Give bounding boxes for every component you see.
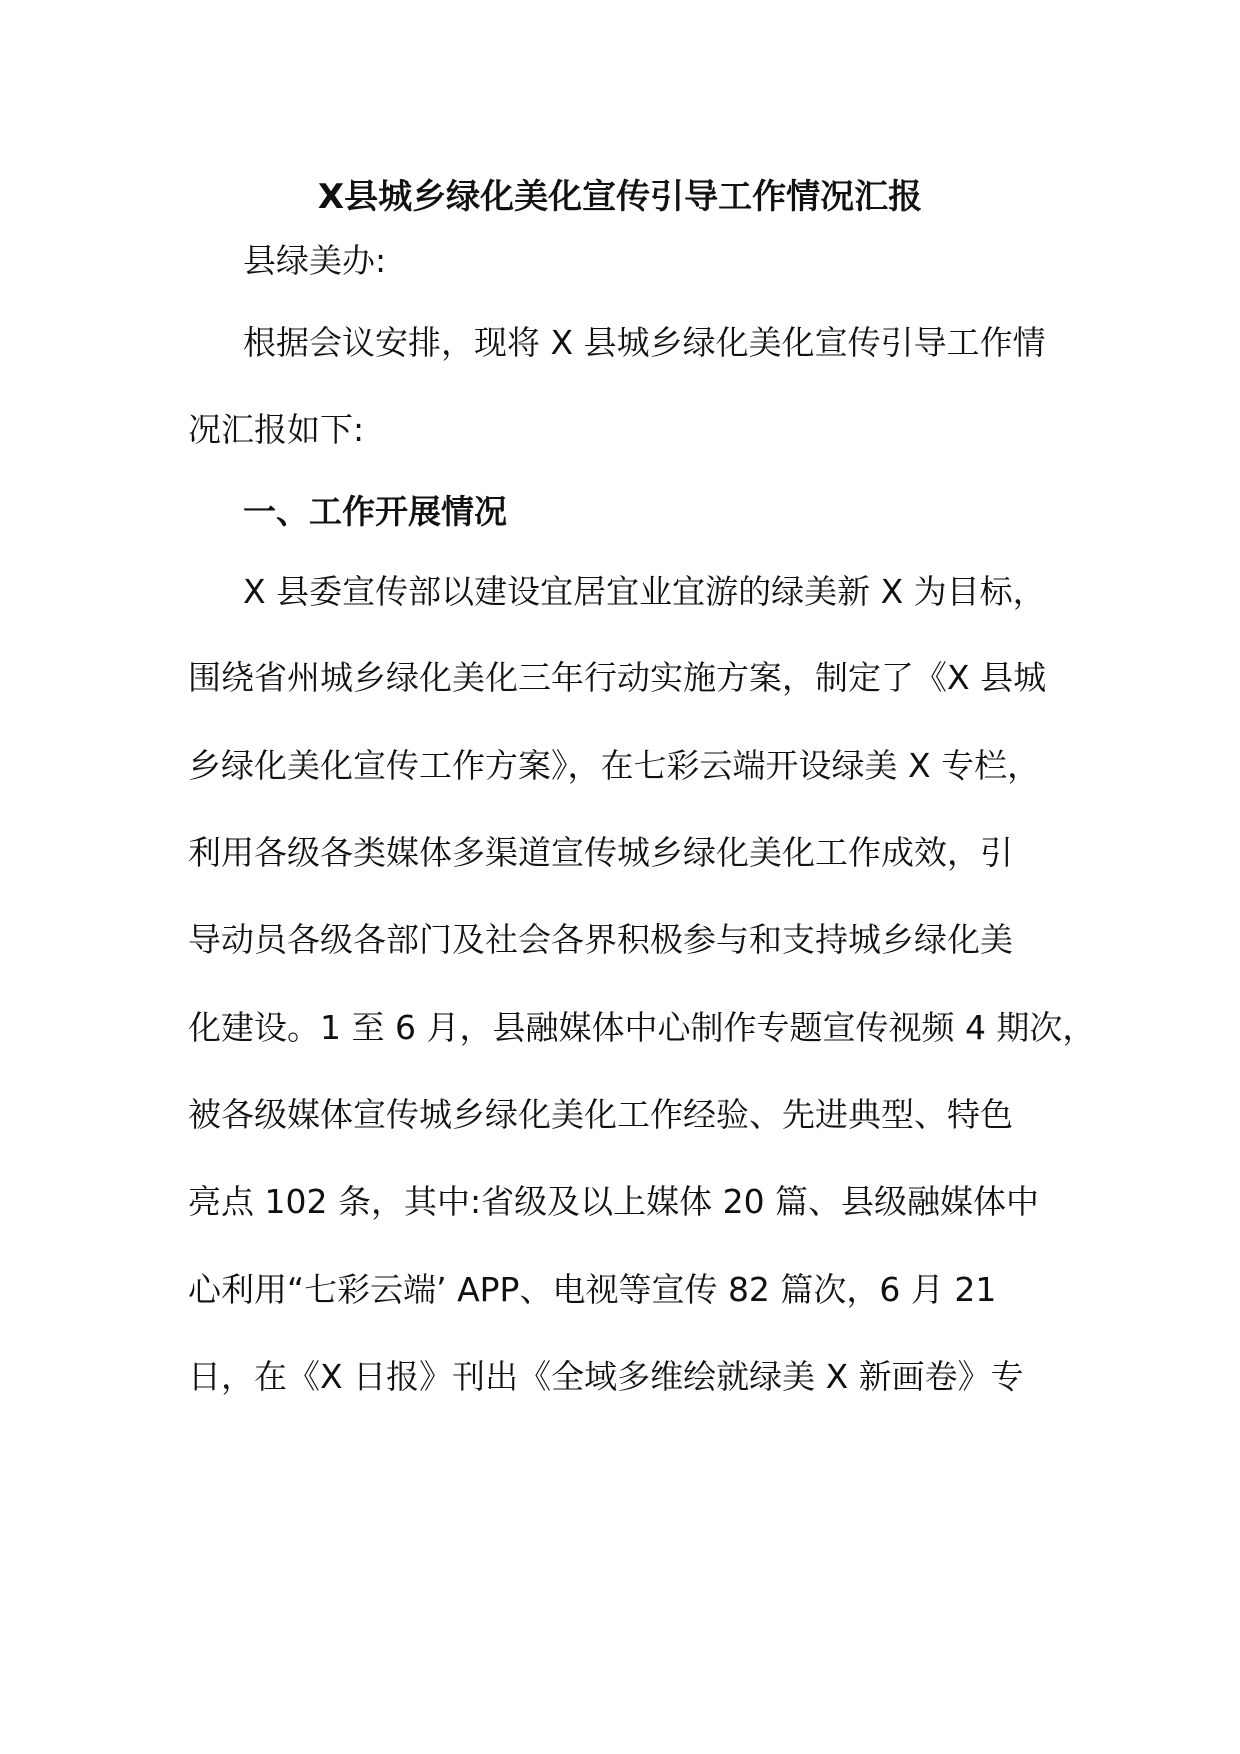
salutation: 县绿美办: (243, 241, 387, 280)
intro-line: 况汇报如下: (188, 410, 365, 449)
document-title: X县城乡绿化美化宣传引导工作情况汇报 (317, 177, 923, 217)
body-line: 导动员各级各部门及社会各界积极参与和支持城乡绿化美 (188, 920, 1013, 959)
body-line: X 县委宣传部以建设宜居宜业宜游的绿美新 X 为目标， (243, 572, 1046, 611)
body-line: 日，在《X 日报》刊出《全域多维绘就绿美 X 新画卷》专 (188, 1357, 1024, 1396)
body-line: 亮点 102 条，其中:省级及以上媒体 20 篇、县级融媒体中 (188, 1182, 1040, 1221)
section-heading: 一、工作开展情况 (243, 492, 507, 531)
body-line: 心利用“七彩云端’ APP、电视等宣传 82 篇次，6 月 21 (188, 1270, 997, 1309)
body-line: 被各级媒体宣传城乡绿化美化工作经验、先进典型、特色 (188, 1095, 1013, 1134)
body-line: 乡绿化美化宣传工作方案》，在七彩云端开设绿美 X 专栏， (188, 746, 1041, 785)
body-line: 利用各级各类媒体多渠道宣传城乡绿化美化工作成效，引 (188, 833, 1013, 872)
intro-line: 根据会议安排，现将 X 县城乡绿化美化宣传引导工作情 (243, 323, 1046, 362)
body-line: 围绕省州城乡绿化美化三年行动实施方案，制定了《X 县城 (188, 658, 1047, 697)
body-line: 化建设。1 至 6 月，县融媒体中心制作专题宣传视频 4 期次， (188, 1008, 1096, 1047)
